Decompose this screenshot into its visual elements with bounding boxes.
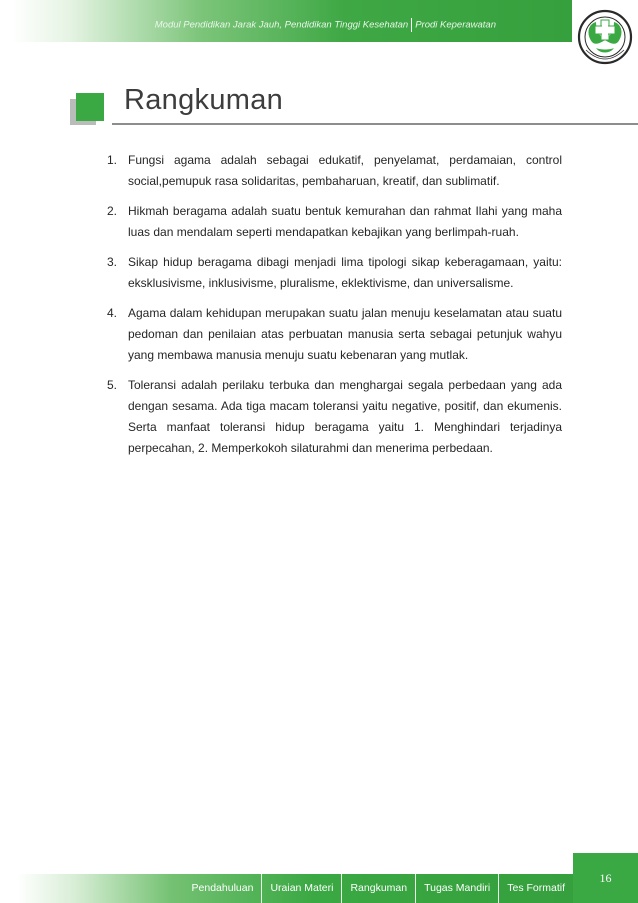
header-program-text: Prodi Keperawatan bbox=[415, 19, 496, 31]
bakti-husada-logo bbox=[572, 4, 638, 80]
header-caption bbox=[155, 18, 496, 32]
nav-tes-formatif[interactable]: Tes Formatif bbox=[498, 874, 573, 903]
header-band bbox=[0, 0, 572, 42]
title-square-accent bbox=[76, 93, 104, 121]
list-number: 3. bbox=[107, 255, 118, 269]
list-item bbox=[107, 201, 562, 243]
list-number: 2. bbox=[107, 204, 118, 218]
list-number: 1. bbox=[107, 153, 118, 167]
nav-tugas-mandiri[interactable]: Tugas Mandiri bbox=[415, 874, 498, 903]
list-text: Fungsi agama adalah sebagai edukatif, penyelamat, perdamaian, control social,pemupuk rasa solidaritas, pembaharuan, kreatif, dan sublimatif. bbox=[128, 153, 562, 188]
list-text: Agama dalam kehidupan merupakan suatu jalan menuju keselamatan atau suatu pedoman dan penilaian atas perbuatan manusia serta sebagai petunjuk wahyu yang membawa manusia menuju suatu kebenaran yang mutlak. bbox=[128, 306, 562, 362]
summary-list bbox=[107, 150, 562, 468]
page-number: 16 bbox=[599, 871, 612, 885]
list-item bbox=[107, 375, 562, 459]
list-text: Hikmah beragama adalah suatu bentuk kemurahan dan rahmat Ilahi yang maha luas dan mendalam seperti mendapatkan kebajikan yang berlimpah-ruah. bbox=[128, 204, 562, 239]
list-text: Toleransi adalah perilaku terbuka dan menghargai segala perbedaan yang ada dengan sesama. Ada tiga macam toleransi yaitu negative, positif, dan ekumenis. Serta manfaat toleransi hidup beragama yaitu 1. Menghindari terjadinya perpecahan, 2. Memperkokoh silaturahmi dan menerima perbedaan. bbox=[128, 378, 562, 455]
page-title: Rangkuman bbox=[124, 84, 284, 116]
list-item bbox=[107, 303, 562, 366]
page-number-box bbox=[573, 853, 638, 903]
list-item bbox=[107, 252, 562, 294]
list-text: Sikap hidup beragama dibagi menjadi lima tipologi sikap keberagamaan, yaitu: eksklusivisme, inklusivisme, pluralisme, eklektivisme, dan universalisme. bbox=[128, 255, 562, 290]
nav-pendahuluan[interactable]: Pendahuluan bbox=[191, 882, 254, 894]
list-number: 5. bbox=[107, 378, 118, 392]
header-separator bbox=[411, 18, 412, 32]
header-module-text: Modul Pendidikan Jarak Jauh, Pendidikan Tinggi Kesehatan bbox=[154, 19, 409, 31]
title-square-icon bbox=[70, 93, 104, 127]
nav-uraian-materi[interactable]: Uraian Materi bbox=[261, 874, 341, 903]
nav-rangkuman[interactable]: Rangkuman bbox=[341, 874, 415, 903]
list-number: 4. bbox=[107, 306, 118, 320]
footer-nav bbox=[184, 874, 573, 903]
list-item bbox=[107, 150, 562, 192]
title-divider bbox=[112, 123, 638, 125]
